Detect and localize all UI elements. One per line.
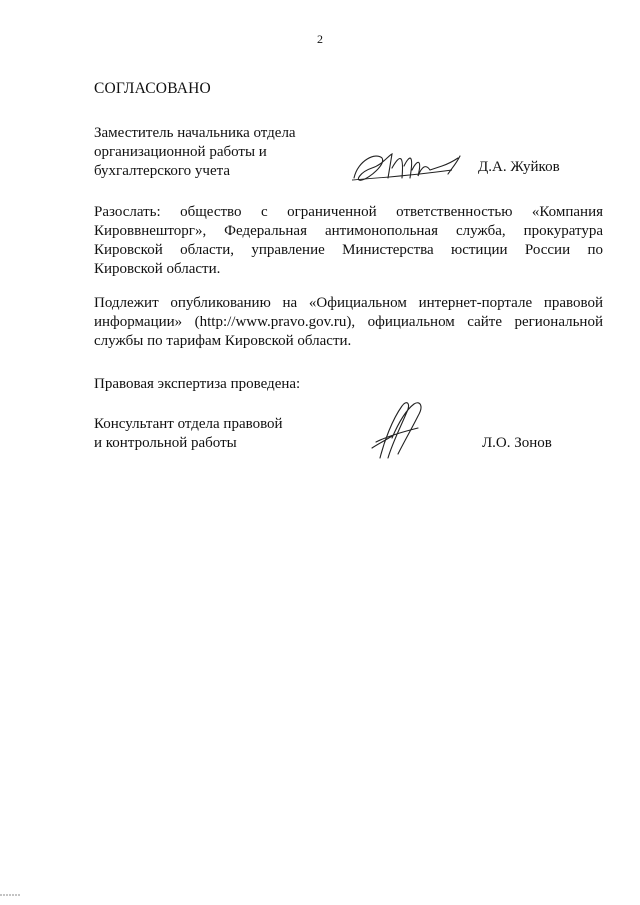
distribution-list xyxy=(94,203,603,279)
consultant-position xyxy=(94,415,354,453)
consultant-name: Л.О. Зонов xyxy=(482,435,552,451)
consultant-signature xyxy=(362,398,432,463)
consultant-position-line: и контрольной работы xyxy=(94,435,237,451)
publication-line: службы по тарифам Кировской области. xyxy=(94,333,352,349)
publication-line: Подлежит опубликованию на «Официальном интернет-портале правовой xyxy=(94,295,603,311)
expertise-note: Правовая экспертиза проведена: xyxy=(94,376,301,392)
approval-heading: СОГЛАСОВАНО xyxy=(94,80,211,97)
distribution-line: Кировской области, управление Министерства юстиции России по xyxy=(94,242,603,258)
approver-position xyxy=(94,124,354,181)
publication-note xyxy=(94,294,603,351)
consultant-position-line: Консультант отдела правовой xyxy=(94,416,283,432)
approver-position-line: бухгалтерского учета xyxy=(94,163,231,179)
approver-signature xyxy=(348,148,468,188)
approver-name: Д.А. Жуйков xyxy=(478,159,560,175)
approver-position-line: Заместитель начальника отдела xyxy=(94,125,296,141)
distribution-line: Разослать: общество с ограниченной ответственностью «Компания xyxy=(94,204,603,220)
page-number: 2 xyxy=(317,32,323,46)
distribution-line: Кироввнешторг», Федеральная антимонопольная служба, прокуратура xyxy=(94,223,603,239)
scan-edge-mark xyxy=(0,893,22,897)
publication-line: информации» (http://www.pravo.gov.ru), официальном сайте региональной xyxy=(94,314,603,330)
distribution-line: Кировской области. xyxy=(94,261,221,277)
approver-position-line: организационной работы и xyxy=(94,144,267,160)
